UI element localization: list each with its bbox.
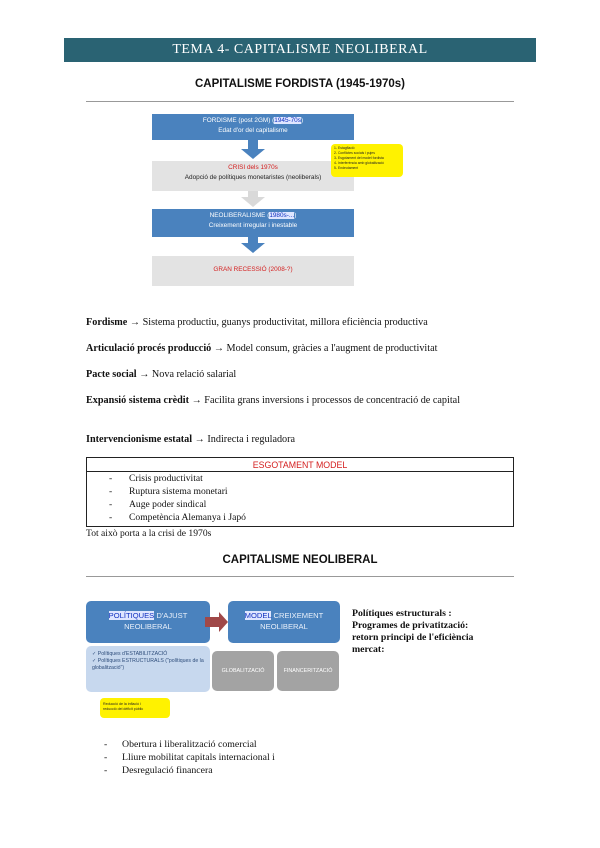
flow-arrow-stem (248, 140, 258, 149)
list-item: - Desregulació financera (104, 765, 213, 776)
paragraph-fordisme: Fordisme → Sistema productiu, guanys productivitat, millora eficiència productiva (86, 317, 428, 328)
box-globalitzacio: GLOBALITZACIÓ (212, 651, 274, 691)
flow-box-neoliberalisme: NEOLIBERALISME (1980s-...) Creixement irregular i inestable (152, 209, 354, 237)
list-item: - Crisis productivitat (109, 473, 203, 484)
bullet-list (104, 738, 275, 777)
list-item: - Competència Alemanya i Japó (109, 512, 246, 523)
flow-arrow-down-icon (241, 243, 265, 253)
esgotament-model-table (86, 457, 514, 527)
list-item: - Auge poder sindical (109, 499, 207, 510)
box-politiques-ajust: POLÍTIQUES D'AJUST NEOLIBERAL (86, 601, 210, 643)
flow-box-crisi: CRISI dels 1970s Adopció de polítiques monetaristes (neoliberals) (152, 161, 354, 191)
box-model-creixement: MODEL CREIXEMENT NEOLIBERAL (228, 601, 340, 643)
flow-arrow-down-icon (241, 197, 265, 207)
section-title-neoliberal: CAPITALISME NEOLIBERAL (222, 554, 378, 566)
box-tipus-politiques: ✓ Polítiques d'ESTABILITZACIÓ ✓ Polítiques ESTRUCTURALS ("polítiques de la globalització") (86, 646, 210, 692)
sticky-note: 1- Estagflació 2- Conflictes socials i pujes 3- Esgotament del model fordista 4- Interferència amb globalització 5- Endeutament (331, 144, 403, 177)
flow-box-gran-recessio: GRAN RECESSIÓ (2008-?) (152, 256, 354, 286)
page-title-banner: TEMA 4- CAPITALISME NEOLIBERAL (64, 38, 536, 62)
flow-arrow-down-icon (241, 149, 265, 159)
list-item: - Obertura i liberalització comercial (104, 739, 257, 750)
politiques-estructurals-text: Polítiques estructurals : Programes de privatització: retorn principi de l'eficiència mercat: (352, 608, 474, 655)
paragraph-intervencionisme: Intervencionisme estatal → Indirecta i reguladora (86, 434, 296, 445)
arrow-right-icon (219, 612, 228, 632)
section-divider (86, 101, 514, 102)
paragraph-articulacio: Articulació procés producció → Model consum, gràcies a l'augment de productivitat (86, 343, 438, 354)
box-financeritzacio: FINANCERITZACIÓ (277, 651, 339, 691)
table-footnote: Tot això porta a la crisi de 1970s (86, 528, 212, 539)
sticky-note: Reducció de la inflació i reducció del dèficit públic (100, 698, 170, 718)
paragraph-pacte-social: Pacte social → Nova relació salarial (86, 369, 237, 380)
list-item: - Ruptura sistema monetari (109, 486, 228, 497)
section-title-fordista: CAPITALISME FORDISTA (1945-1970s) (194, 78, 406, 90)
paragraph-expansio-credit: Expansió sistema crèdit → Facilita grans inversions i processos de concentració de capital (86, 395, 461, 406)
flow-box-fordisme: FORDISME (post 2GM) (1945-70s) Edat d'or del capitalisme (152, 114, 354, 140)
list-item: - Lliure mobilitat capitals internacional i (104, 752, 275, 763)
table-header: ESGOTAMENT MODEL (87, 458, 513, 472)
section-divider (86, 576, 514, 577)
